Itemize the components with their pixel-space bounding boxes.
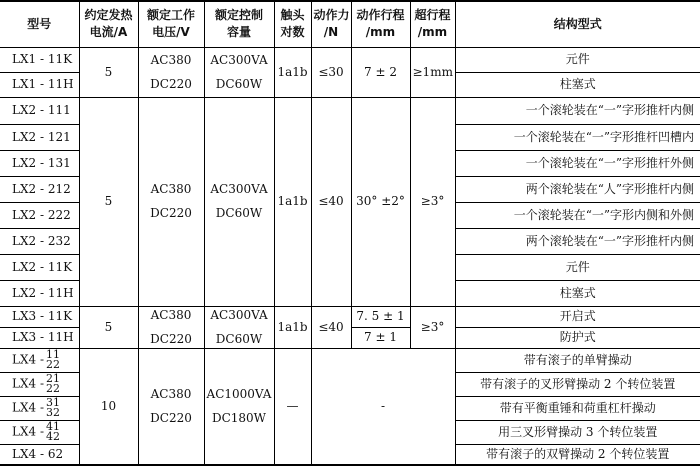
contacts-cell: 1a1b <box>274 97 311 306</box>
model-cell: LX2 - 212 <box>0 176 79 202</box>
model-cell: LX4 - 21 22 <box>0 372 79 396</box>
capacity-cell: AC1000VA DC180W <box>204 348 274 465</box>
header-contacts: 触头 对数 <box>274 1 311 47</box>
structure-cell: 带有平衡重锤和荷重杠杆操动 <box>455 396 700 420</box>
capacity-cell: AC300VA DC60W <box>204 97 274 306</box>
contacts-cell: 1a1b <box>274 306 311 348</box>
structure-cell: 一个滚轮装在“一”字形推杆凹槽内 <box>455 124 700 150</box>
model-cell: LX2 - 232 <box>0 228 79 254</box>
header-row <box>0 1 700 47</box>
header-overtravel: 超行程 /mm <box>410 1 455 47</box>
force-travel-cell: - <box>311 348 455 465</box>
travel-cell: 7 ± 2 <box>351 47 410 97</box>
voltage-cell: AC380 DC220 <box>138 348 204 465</box>
header-voltage: 额定工作 电压/V <box>138 1 204 47</box>
voltage-cell: AC380 DC220 <box>138 47 204 97</box>
travel-cell: 30° ±2° <box>351 97 410 306</box>
current-cell: 10 <box>79 348 138 465</box>
structure-cell: 柱塞式 <box>455 280 700 306</box>
voltage-cell: AC380 DC220 <box>138 97 204 306</box>
travel-cell: 7 ± 1 <box>351 327 410 348</box>
structure-cell: 用三叉形臂操动 3 个转位装置 <box>455 420 700 444</box>
model-cell: LX4 - 31 32 <box>0 396 79 420</box>
model-cell: LX2 - 11H <box>0 280 79 306</box>
structure-cell: 开启式 <box>455 306 700 327</box>
travel-cell: 7. 5 ± 1 <box>351 306 410 327</box>
model-cell: LX3 - 11K <box>0 306 79 327</box>
header-force: 动作力 /N <box>311 1 351 47</box>
model-cell: LX4 - 62 <box>0 444 79 465</box>
model-cell: LX2 - 11K <box>0 254 79 280</box>
table-row <box>0 306 700 327</box>
model-cell: LX3 - 11H <box>0 327 79 348</box>
header-capacity: 额定控制 容量 <box>204 1 274 47</box>
model-cell: LX4 - 11 22 <box>0 348 79 372</box>
model-cell: LX2 - 111 <box>0 97 79 124</box>
capacity-cell: AC300VA DC60W <box>204 47 274 97</box>
force-cell: ≤40 <box>311 306 351 348</box>
header-current: 约定发热 电流/A <box>79 1 138 47</box>
structure-cell: 柱塞式 <box>455 72 700 97</box>
structure-cell: 一个滚轮装在“一”字形推杆内侧 <box>455 97 700 124</box>
contacts-cell: 1a1b <box>274 47 311 97</box>
contacts-cell: — <box>274 348 311 465</box>
structure-cell: 一个滚轮装在“一”字形内侧和外侧 <box>455 202 700 228</box>
capacity-cell: AC300VA DC60W <box>204 306 274 348</box>
header-model: 型号 <box>0 1 79 47</box>
force-cell: ≤40 <box>311 97 351 306</box>
model-cell: LX2 - 121 <box>0 124 79 150</box>
structure-cell: 元件 <box>455 47 700 72</box>
model-cell: LX1 - 11K <box>0 47 79 72</box>
model-cell: LX4 - 41 42 <box>0 420 79 444</box>
current-cell: 5 <box>79 47 138 97</box>
structure-cell: 元件 <box>455 254 700 280</box>
structure-cell: 防护式 <box>455 327 700 348</box>
header-structure: 结构型式 <box>455 1 700 47</box>
structure-cell: 两个滚轮装在“一”字形推杆内侧 <box>455 228 700 254</box>
structure-cell: 带有滚子的单臂操动 <box>455 348 700 372</box>
table-row <box>0 47 700 72</box>
model-cell: LX2 - 222 <box>0 202 79 228</box>
current-cell: 5 <box>79 97 138 306</box>
overtravel-cell: ≥1mm <box>410 47 455 97</box>
structure-cell: 两个滚轮装在“人”字形推杆内侧 <box>455 176 700 202</box>
table-row <box>0 348 700 372</box>
structure-cell: 一个滚轮装在“一”字形推杆外侧 <box>455 150 700 176</box>
overtravel-cell: ≥3° <box>410 306 455 348</box>
model-cell: LX2 - 131 <box>0 150 79 176</box>
table-row <box>0 97 700 124</box>
model-cell: LX1 - 11H <box>0 72 79 97</box>
structure-cell: 带有滚子的双臂操动 2 个转位装置 <box>455 444 700 465</box>
force-cell: ≤30 <box>311 47 351 97</box>
overtravel-cell: ≥3° <box>410 97 455 306</box>
voltage-cell: AC380 DC220 <box>138 306 204 348</box>
current-cell: 5 <box>79 306 138 348</box>
header-travel: 动作行程 /mm <box>351 1 410 47</box>
structure-cell: 带有滚子的叉形臂操动 2 个转位装置 <box>455 372 700 396</box>
